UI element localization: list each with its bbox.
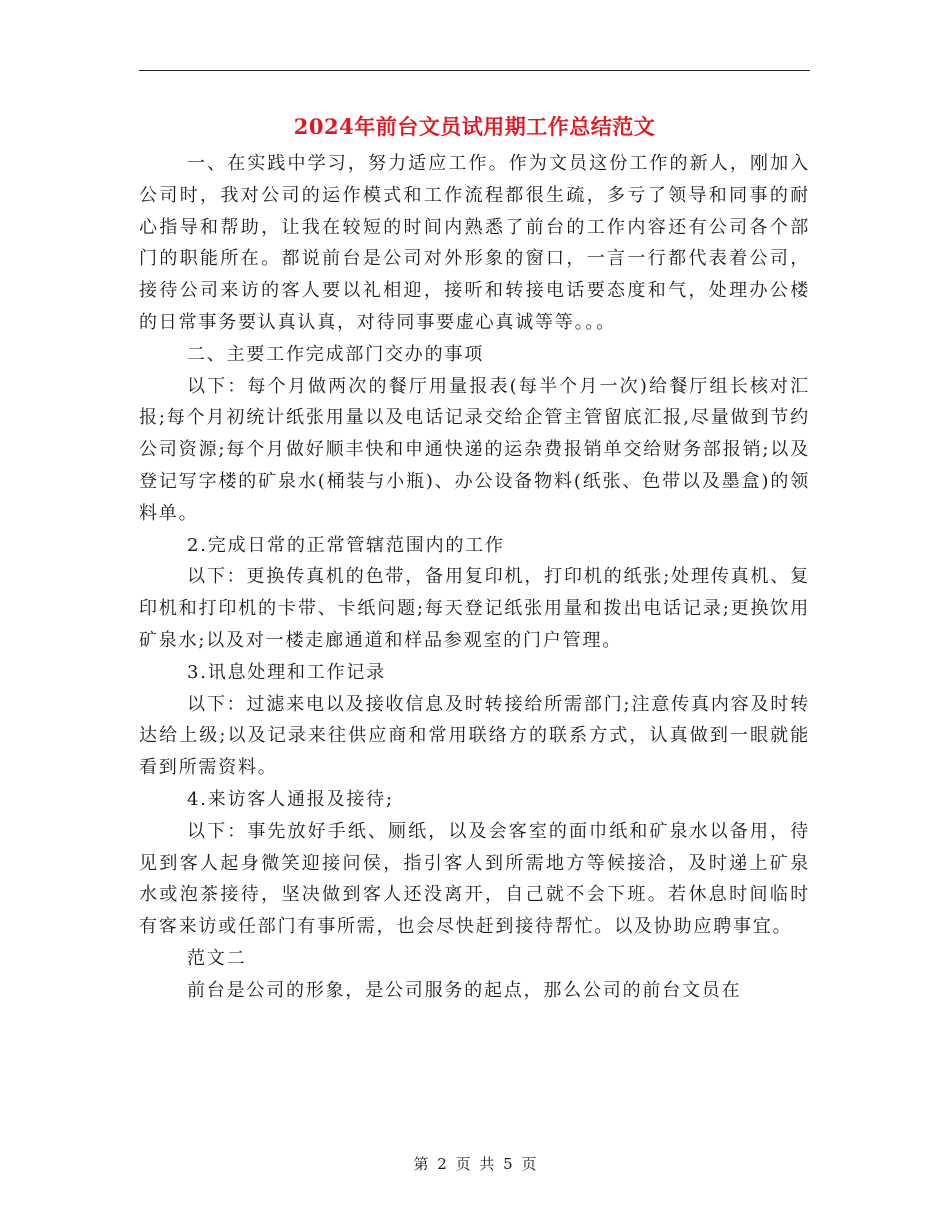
paragraph-9: 以下：事先放好手纸、厕纸，以及会客室的面巾纸和矿泉水以备用，待见到客人起身微笑迎接问侯，指引客人到所需地方等候接洽，及时递上矿泉水或泡茶接待，坚决做到客人还没离开，自己就不会下班。若休息时间临时有客来访或任部门有事所需，也会尽快赶到接待帮忙。以及协助应聘事宜。 xyxy=(139,820,810,938)
paragraph-7: 以下：过滤来电以及接收信息及时转接给所需部门;注意传真内容及时转达给上级;以及记录来往供应商和常用联络方的联系方式，认真做到一眼就能看到所需资料。 xyxy=(139,693,810,779)
document-body xyxy=(139,148,810,1007)
paragraph-3: 以下：每个月做两次的餐厅用量报表(每半个月一次)给餐厅组长核对汇报;每个月初统计纸张用量以及电话记录交给企管主管留底汇报,尽量做到节约公司资源;每个月做好顺丰快和申通快递的运杂费报销单交给财务部报销;以及登记写字楼的矿泉水(桶装与小瓶)、办公设备物料(纸张、色带以及墨盒)的领料单。 xyxy=(139,375,810,524)
section-heading-8: 4.来访客人通报及接待; xyxy=(187,788,394,810)
paragraph-1: 一、在实践中学习，努力适应工作。作为文员这份工作的新人，刚加入公司时，我对公司的运作模式和工作流程都很生疏，多亏了领导和同事的耐心指导和帮助，让我在较短的时间内熟悉了前台的工作内容还有公司各个部门的职能所在。都说前台是公司对外形象的窗口，一言一行都代表着公司，接待公司来访的客人要以礼相迎，接听和转接电话要态度和气，处理办公楼的日常事务要认真认真，对待同事要虚心真诚等等。。。 xyxy=(139,153,810,333)
document-title: 2024年前台文员试用期工作总结范文 xyxy=(293,114,656,139)
paragraph-11: 前台是公司的形象，是公司服务的起点，那么公司的前台文员在 xyxy=(187,979,742,1001)
section-heading-6: 3.讯息处理和工作记录 xyxy=(187,661,386,683)
section-heading-2: 二、主要工作完成部门交办的事项 xyxy=(187,343,484,365)
section-heading-10: 范文二 xyxy=(187,947,247,969)
page-footer: 第 2 页 共 5 页 xyxy=(413,1155,537,1173)
paragraph-5: 以下：更换传真机的色带，备用复印机，打印机的纸张;处理传真机、复印机和打印机的卡带、卡纸问题;每天登记纸张用量和拨出电话记录;更换饮用矿泉水;以及对一楼走廊通道和样品参观室的门户管理。 xyxy=(139,566,810,651)
header-rule xyxy=(139,70,810,71)
section-heading-4: 2.完成日常的正常管辖范围内的工作 xyxy=(187,534,505,556)
